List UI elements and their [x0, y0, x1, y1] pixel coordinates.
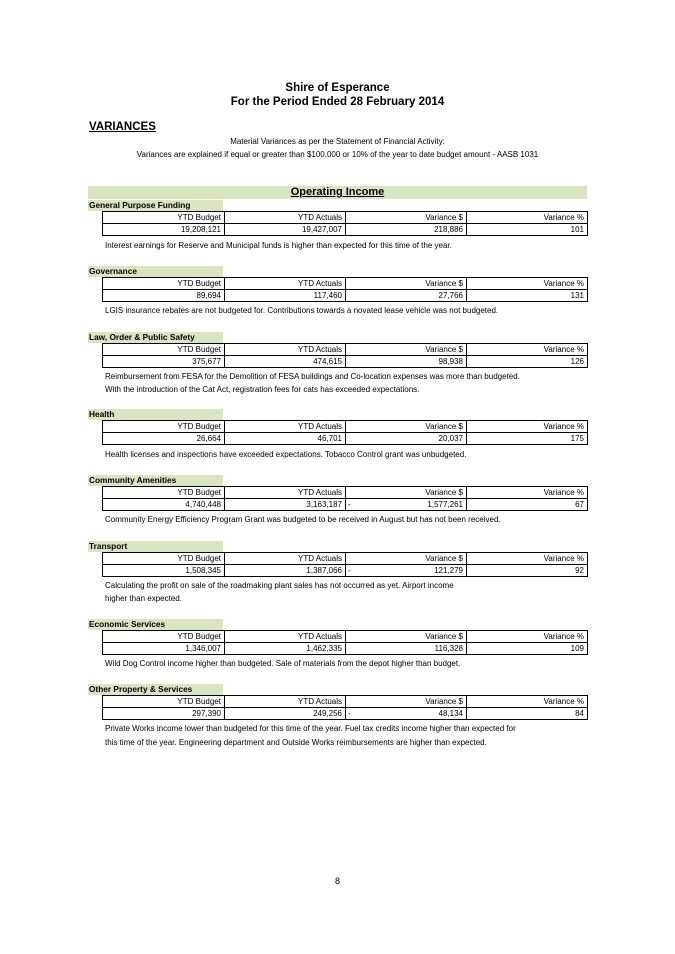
section-title: Transport: [88, 541, 223, 552]
ytd-budget: [103, 499, 225, 511]
variance-percent: [467, 356, 588, 368]
section-title: Law, Order & Public Safety: [88, 332, 223, 343]
ytd-actuals: [225, 356, 346, 368]
variance-table: [102, 211, 588, 236]
section-title: General Purpose Funding: [88, 200, 223, 211]
negative-sign: -: [348, 500, 351, 509]
table-header-row: [103, 421, 588, 433]
variance-amount-value: 20,037: [438, 434, 463, 443]
variance-amount: [346, 433, 467, 445]
variance-amount: [346, 356, 467, 368]
ytd-actuals-value: 249,256: [313, 709, 342, 718]
negative-sign: -: [348, 566, 351, 575]
ytd-budget: [103, 708, 225, 720]
section-title: Community Amenities: [88, 475, 223, 486]
table-header-row: [103, 344, 588, 356]
ytd-actuals-value: 46,701: [317, 434, 342, 443]
intro-line: Material Variances as per the Statement of Financial Activity:: [230, 137, 445, 146]
variance-amount: [346, 499, 467, 511]
table-header-row: [103, 631, 588, 643]
column-header: YTD Actuals: [225, 278, 346, 290]
variance-table: [102, 343, 588, 368]
page-number: 8: [334, 876, 340, 886]
column-header: YTD Actuals: [225, 344, 346, 356]
table-header-row: [103, 553, 588, 565]
variance-amount-value: 27,766: [438, 291, 463, 300]
variance-percent: [467, 565, 588, 577]
column-header: YTD Actuals: [225, 553, 346, 565]
variance-amount-value: 121,279: [434, 566, 463, 575]
variance-amount: [346, 224, 467, 236]
variance-percent-value: 92: [575, 566, 584, 575]
document-subtitle: For the Period Ended 28 February 2014: [230, 96, 445, 108]
variance-amount-value: 48,134: [438, 709, 463, 718]
ytd-actuals: [225, 433, 346, 445]
ytd-budget-value: 19,208,121: [180, 225, 221, 234]
variance-amount-value: 116,328: [434, 644, 463, 653]
column-header: YTD Budget: [103, 212, 225, 224]
variance-amount: [346, 565, 467, 577]
ytd-budget: [103, 290, 225, 302]
category-bar: [88, 186, 587, 199]
column-header: Variance $: [346, 278, 467, 290]
table-row: [103, 643, 588, 655]
ytd-budget: [103, 565, 225, 577]
variance-note: LGIS insurance rebates are not budgeted for. Contributions towards a novated lease vehicle was not budgeted.: [105, 306, 499, 315]
column-header: Variance $: [346, 212, 467, 224]
ytd-budget: [103, 224, 225, 236]
variance-table: [102, 552, 588, 577]
variance-percent-value: 67: [575, 500, 584, 509]
table-row: [103, 290, 588, 302]
variance-note: Reimbursement from FESA for the Demolition of FESA buildings and Co-location expenses was more than budgeted.: [105, 372, 520, 381]
ytd-budget: [103, 433, 225, 445]
column-header: YTD Actuals: [225, 487, 346, 499]
ytd-actuals-value: 19,427,007: [301, 225, 342, 234]
ytd-budget-value: 89,694: [196, 291, 221, 300]
ytd-budget-value: 4,740,448: [185, 500, 221, 509]
table-header-row: [103, 212, 588, 224]
column-header: Variance %: [467, 344, 588, 356]
column-header: Variance $: [346, 696, 467, 708]
column-header: Variance $: [346, 553, 467, 565]
variance-amount-value: 1,577,261: [427, 500, 463, 509]
section-title: Other Property & Services: [88, 684, 223, 695]
variance-amount: [346, 708, 467, 720]
column-header: Variance %: [467, 631, 588, 643]
category-title: Operating Income: [290, 186, 385, 198]
ytd-budget-value: 26,664: [196, 434, 221, 443]
ytd-actuals: [225, 290, 346, 302]
table-header-row: [103, 487, 588, 499]
variance-table: [102, 630, 588, 655]
column-header: Variance %: [467, 696, 588, 708]
table-header-row: [103, 696, 588, 708]
variance-percent-value: 175: [570, 434, 584, 443]
section-title: Governance: [88, 266, 223, 277]
variance-percent-value: 131: [570, 291, 584, 300]
table-row: [103, 356, 588, 368]
column-header: Variance $: [346, 421, 467, 433]
intro-line: Variances are explained if equal or greater than $100,000 or 10% of the year to date budget amount - AASB 1031: [136, 150, 539, 159]
ytd-actuals: [225, 499, 346, 511]
variance-note: this time of the year. Engineering department and Outside Works reimbursements are higher than expected.: [105, 738, 487, 747]
column-header: Variance $: [346, 487, 467, 499]
column-header: YTD Budget: [103, 696, 225, 708]
ytd-budget-value: 297,390: [192, 709, 221, 718]
ytd-actuals-value: 1,462,335: [306, 644, 342, 653]
ytd-budget-value: 1,508,345: [185, 566, 221, 575]
column-header: YTD Budget: [103, 487, 225, 499]
column-header: YTD Budget: [103, 421, 225, 433]
variance-percent-value: 126: [570, 357, 584, 366]
variance-table: [102, 277, 588, 302]
negative-sign: -: [348, 709, 351, 718]
ytd-actuals-value: 474,615: [313, 357, 342, 366]
section-title: Economic Services: [88, 619, 223, 630]
variance-note: Private Works income lower than budgeted for this time of the year. Fuel tax credits income higher than expected for: [105, 724, 516, 733]
variance-percent: [467, 643, 588, 655]
table-row: [103, 499, 588, 511]
ytd-actuals-value: 1,387,066: [306, 566, 342, 575]
table-row: [103, 708, 588, 720]
variance-percent: [467, 499, 588, 511]
ytd-actuals: [225, 708, 346, 720]
column-header: Variance %: [467, 278, 588, 290]
ytd-actuals: [225, 224, 346, 236]
variance-note: Wild Dog Control income higher than budgeted. Sale of materials from the depot higher than budget.: [105, 659, 461, 668]
column-header: Variance $: [346, 631, 467, 643]
variance-amount: [346, 643, 467, 655]
column-header: YTD Actuals: [225, 696, 346, 708]
variance-table: [102, 486, 588, 511]
ytd-actuals-value: 3,163,187: [306, 500, 342, 509]
variance-percent-value: 101: [570, 225, 584, 234]
ytd-budget: [103, 356, 225, 368]
variance-percent: [467, 290, 588, 302]
section-title: Health: [88, 409, 223, 420]
ytd-budget-value: 375,677: [192, 357, 221, 366]
ytd-actuals-value: 117,460: [313, 291, 342, 300]
ytd-budget-value: 1,346,007: [185, 644, 221, 653]
column-header: Variance %: [467, 487, 588, 499]
variance-amount: [346, 290, 467, 302]
variance-percent-value: 84: [575, 709, 584, 718]
column-header: Variance %: [467, 421, 588, 433]
column-header: YTD Budget: [103, 344, 225, 356]
column-header: Variance $: [346, 344, 467, 356]
table-row: [103, 224, 588, 236]
ytd-actuals: [225, 565, 346, 577]
column-header: Variance %: [467, 212, 588, 224]
section-heading: VARIANCES: [89, 121, 156, 133]
variance-amount-value: 218,886: [434, 225, 463, 234]
column-header: YTD Actuals: [225, 631, 346, 643]
variance-amount-value: 98,938: [438, 357, 463, 366]
column-header: YTD Budget: [103, 278, 225, 290]
variance-percent: [467, 224, 588, 236]
variance-table: [102, 695, 588, 720]
column-header: Variance %: [467, 553, 588, 565]
variance-table: [102, 420, 588, 445]
ytd-budget: [103, 643, 225, 655]
variance-percent: [467, 433, 588, 445]
variance-percent: [467, 708, 588, 720]
variance-note: Health licenses and inspections have exceeded expectations. Tobacco Control grant was unbudgeted.: [105, 450, 467, 459]
variance-percent-value: 109: [570, 644, 584, 653]
document-title: Shire of Esperance: [285, 82, 390, 94]
variance-note: higher than expected.: [105, 594, 182, 603]
column-header: YTD Budget: [103, 631, 225, 643]
table-row: [103, 565, 588, 577]
column-header: YTD Budget: [103, 553, 225, 565]
ytd-actuals: [225, 643, 346, 655]
table-row: [103, 433, 588, 445]
variance-note: Calculating the profit on sale of the roadmaking plant sales has not occurred as yet. Airport income: [105, 581, 454, 590]
column-header: YTD Actuals: [225, 421, 346, 433]
variance-note: With the introduction of the Cat Act, registration fees for cats has exceeded expectations.: [105, 385, 420, 394]
column-header: YTD Actuals: [225, 212, 346, 224]
variance-note: Interest earnings for Reserve and Municipal funds is higher than expected for this time of the year.: [105, 241, 452, 250]
variance-note: Community Energy Efficiency Program Grant was budgeted to be received in August but has not been received.: [105, 515, 501, 524]
table-header-row: [103, 278, 588, 290]
